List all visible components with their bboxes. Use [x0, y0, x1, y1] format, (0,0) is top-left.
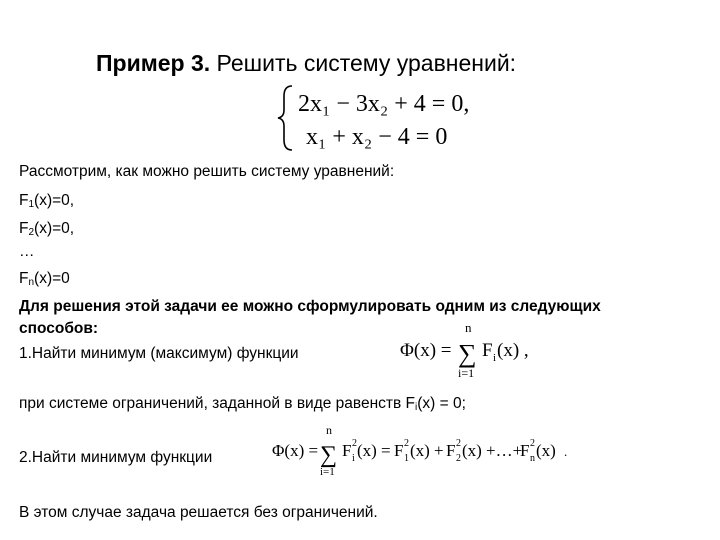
formula1-term-sub: i	[493, 352, 497, 364]
sigma-icon: ∑	[320, 442, 338, 468]
formula2-sum-bottom: i=1	[320, 466, 335, 476]
formula1-sum-bottom: i=1	[458, 366, 475, 380]
formula2-f2: F	[446, 441, 456, 460]
system-brace	[278, 86, 292, 150]
f1-sub: 1	[28, 199, 35, 210]
formula2-dots: +…+	[486, 441, 523, 460]
formula2-f2-sq: 2	[456, 438, 461, 449]
constraints-sub: i	[415, 402, 418, 413]
formula2-f1-sq: 2	[404, 438, 409, 449]
formula2-term-f: F	[342, 441, 352, 460]
f2-rest: (x)=0,	[34, 220, 75, 237]
formula2-f1: F	[394, 441, 404, 460]
item-1: 1.Найти минимум (максимум) функции	[19, 345, 299, 362]
fn-line	[19, 270, 70, 288]
equation-1: 2x₁ − 3x₂ + 4 = 0,	[298, 91, 470, 117]
formula2-f1-sub: 1	[404, 453, 409, 464]
title-text: Решить систему уравнений:	[216, 50, 517, 76]
f1-letter: F	[19, 192, 29, 209]
dots-line: …	[19, 243, 35, 260]
constraints-post: (x) = 0;	[417, 395, 466, 412]
fn-letter: F	[19, 270, 29, 287]
fn-sub: n	[28, 277, 35, 288]
equation-system	[270, 82, 490, 154]
formula2-lhs: Φ(x) =	[272, 441, 319, 460]
formula2-end: .	[564, 444, 568, 459]
formula2-sum-top: n	[326, 424, 332, 437]
formula1-term: F	[482, 340, 493, 361]
formula1-term-arg: (x) ,	[497, 340, 529, 361]
bold-line-1: Для решения этой задачи ее можно сформулировать одним из следующих	[19, 298, 601, 315]
formula2-f2-arg: (x)	[462, 441, 482, 460]
formula2-fn: F	[520, 441, 530, 460]
f1-line	[19, 192, 74, 210]
formula2-plus: +	[434, 441, 444, 460]
fn-rest: (x)=0	[34, 270, 70, 287]
formula2-fn-sub: n	[530, 453, 535, 464]
formula2-term-sq: 2	[352, 438, 357, 449]
slide-title	[96, 50, 516, 77]
bold-line-2: способов:	[19, 320, 99, 337]
f2-sub: 2	[28, 227, 35, 238]
formula2-eq: =	[381, 441, 391, 460]
item-2: 2.Найти минимум функции	[19, 449, 213, 466]
final-line: В этом случае задача решается без ограничений.	[19, 504, 378, 521]
formula2-f1-arg: (x)	[410, 441, 430, 460]
formula2-term-arg: (x)	[357, 441, 377, 460]
title-bold: Пример 3.	[96, 50, 211, 76]
formula2-term-sub: i	[352, 453, 355, 464]
f2-letter: F	[19, 220, 29, 237]
formula2-f2-sub: 2	[456, 453, 461, 464]
intro-line: Рассмотрим, как можно решить систему уравнений:	[19, 163, 395, 180]
formula2-fn-sq: 2	[530, 438, 535, 449]
formula-phi-sum	[398, 318, 548, 380]
constraints-pre: при системе ограничений, заданной в виде равенств F	[19, 395, 416, 412]
f1-rest: (x)=0,	[34, 192, 75, 209]
f2-line	[19, 220, 74, 238]
formula2-fn-arg: (x)	[536, 441, 556, 460]
formula1-sum-top: n	[465, 320, 472, 335]
formula1-lhs: Φ(x) =	[400, 340, 452, 361]
sigma-icon: ∑	[458, 339, 477, 368]
constraints-line	[19, 395, 466, 413]
equation-2: x₁ + x₂ − 4 = 0	[306, 124, 448, 150]
formula-phi-squares	[270, 424, 580, 476]
